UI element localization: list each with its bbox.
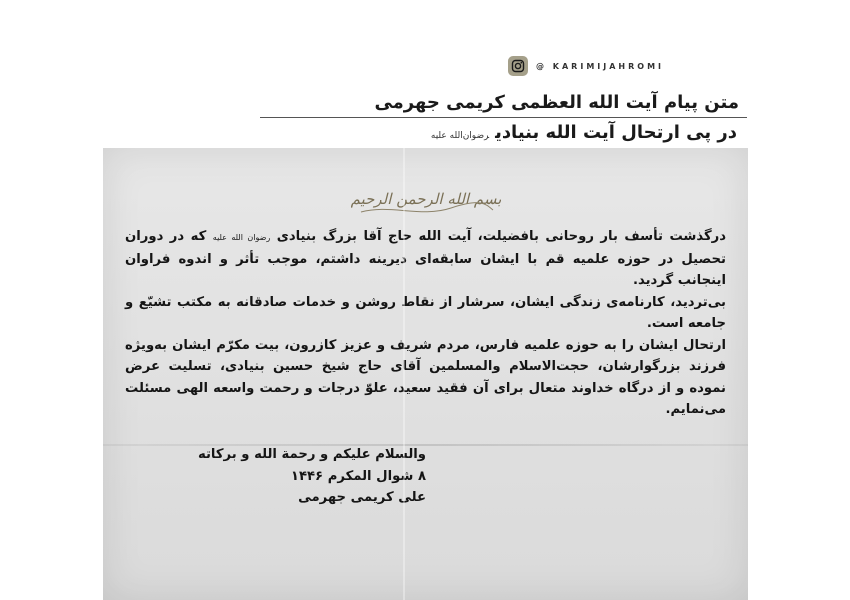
- paragraph-1-text-a: درگذشت تأسف بار روحانی بافضیلت، آیت الله حاج آقا بزرگ بنیادی: [276, 229, 727, 244]
- closing-date: ۸ شوال المکرم ۱۴۴۶: [290, 468, 426, 484]
- subtitle-honorific: رضوان‌الله علیه: [430, 131, 490, 141]
- social-handle: [508, 56, 664, 76]
- letter-closing: [126, 444, 426, 509]
- letter-paper: [103, 148, 748, 600]
- page-title: متن پیام آیت الله العظمی کریمی جهرمی: [374, 92, 739, 113]
- paragraph-3: ارتحال ایشان را به حوزه علمیه فارس، مردم شریف و عزیز کازرون، بیت مکرّم ایشان به‌ویژه فرزند بزرگوارشان، حجت‌الاسلام والمسلمین آقای حاج شیخ حسین بنیادی، تسلیت عرض نموده و از درگاه خداوند متعال برای آن فقید سعید، علوّ درجات و رحمت واسعه الهی مسئلت می‌نمایم.: [125, 337, 726, 417]
- paragraph-2: بی‌تردید، کارنامه‌ی زندگی ایشان، سرشار از نقاط روشن و خدمات صادقانه به مکتب تشیّع و جامعه است.: [125, 294, 726, 331]
- paragraph-1-text-b: که در دوران تحصیل در حوزه علمیه قم با ایشان سابقه‌ای دیرینه داشتم، موجب تأثر و اندوه فراوان اینجانب گردید.: [125, 229, 726, 288]
- paragraph-1: [125, 226, 726, 292]
- letter-body: [125, 226, 726, 421]
- handle-text: @ KARIMIJAHROMI: [536, 61, 665, 71]
- basmala: [103, 174, 748, 226]
- closing-signature: علی کریمی جهرمی: [298, 490, 426, 505]
- basmala-calligraphy-icon: [351, 174, 501, 222]
- honorific-small: رضوان الله علیه: [212, 233, 271, 242]
- instagram-icon: [508, 56, 528, 76]
- basmala-text: بسم الله الرحمن الرحیم: [350, 190, 501, 208]
- subtitle-text: در پی ارتحال آیت الله بنیادی: [495, 122, 737, 143]
- title-block: [227, 90, 747, 149]
- closing-greeting: والسلام علیکم و رحمة الله و برکاته: [197, 447, 426, 462]
- page-subtitle: [227, 120, 747, 149]
